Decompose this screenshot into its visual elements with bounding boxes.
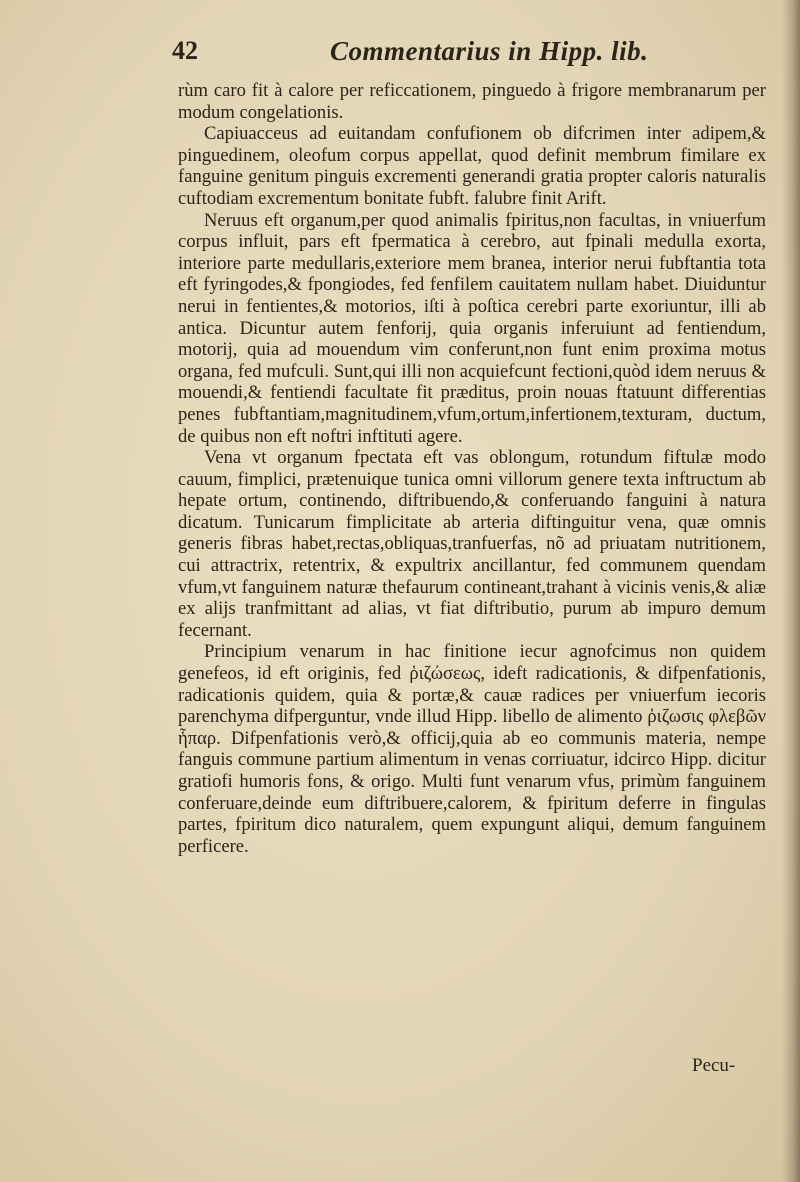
page-header xyxy=(172,36,752,76)
paragraph-neruus: Neruus eft organum,per quod animalis fpiritus,non facultas, in vniuerfum corpus influit, pars eft fpermatica à cerebro, aut fpinali medulla exorta, interiore parte medullaris,exteriore mem branea, interior nerui fubftantia tota eft fyringodes,& fpongiodes, fed fenfilem cauitatem nullam habet. Diuiduntur nerui in fentientes,& motorios, iſti à poſtica cerebri parte exoriuntur, illi ab antica. Dicuntur autem fenforij, quia organis inferuiunt ad fentiendum, motorij, quia ad mouendum vim conferunt,non funt enim proxima motus organa, fed mufculi. Sunt,qui illi non acquiefcunt fectioni,quòd idem neruus & mouendi,& fentiendi facultate fit præditus, proin nouas ftatuunt differentias penes fubftantiam,magnitudinem,vfum,ortum,infertionem,texturam, ductum, de quibus non eft noftri inftituti agere. xyxy=(178,209,766,447)
catchword: Pecu- xyxy=(692,1055,736,1076)
body-text xyxy=(178,80,766,857)
paragraph-vena: Vena vt organum fpectata eft vas oblongum, rotundum fiftulæ modo cauum, fimplici, prætenuique tunica omni villorum genere texta inftructum ab hepate ortum, continendo, diftribuendo,& conferuando fanguini à natura dicatum. Tunicarum fimplicitate ab arteria diftinguitur vena, quæ omnis generis fibras habet,rectas,obliquas,tranfuerfas, nõ ad priuatam nutritionem, cui attractrix, retentrix, & expultrix ancillantur, fed communem quendam vfum,vt fanguinem naturæ thefaurum contineant,trahant à vicinis venis,& aliæ ex alijs tranfmittant ad alias, vt fiat diftributio, purum ab impuro demum fecernant. xyxy=(178,447,766,641)
paragraph-adeps: Capiuacceus ad euitandam confufionem ob difcrimen inter adipem,& pinguedinem, oleofum corpus appellat, quod definit membrum fimilare ex fanguine genitum pinguis excrementi generandi gratia propter caloris naturalis cuftodiam excrementum bonitate fubft. falubre finit Arift. xyxy=(178,123,766,209)
page-edge-shadow xyxy=(782,0,800,1182)
paragraph-principium: Principium venarum in hac finitione iecur agnofcimus non quidem genefeos, id eft originis, fed ῥιζώσεως, ideft radicationis, & difpenfationis, radicationis quidem, quia & portæ,& cauæ radices per vniuerfum iecoris parenchyma difperguntur, vnde illud Hipp. libello de alimento ῥιζωσις φλεβῶν ἧπαρ. Difpenfationis verò,& officij,quia ab eo communis materia, nempe fanguis commune partium alimentum in venas corriuatur, idcirco Hipp. dicitur gratiofi humoris fons, & origo. Multi funt venarum vfus, primùm fanguinem conferuare,deinde eum diftribuere,calorem, & fpiritum deferre in fingulas partes, fpiritum dico naturalem, quem expungunt aliqui, demum fanguinem perficere. xyxy=(178,641,766,857)
running-title: Commentarius in Hipp. lib. xyxy=(330,36,649,66)
paragraph-continuation: rùm caro fit à calore per reficcationem, pinguedo à frigore membranarum per modum congelationis. xyxy=(178,80,766,123)
page-number: 42 xyxy=(172,36,198,65)
